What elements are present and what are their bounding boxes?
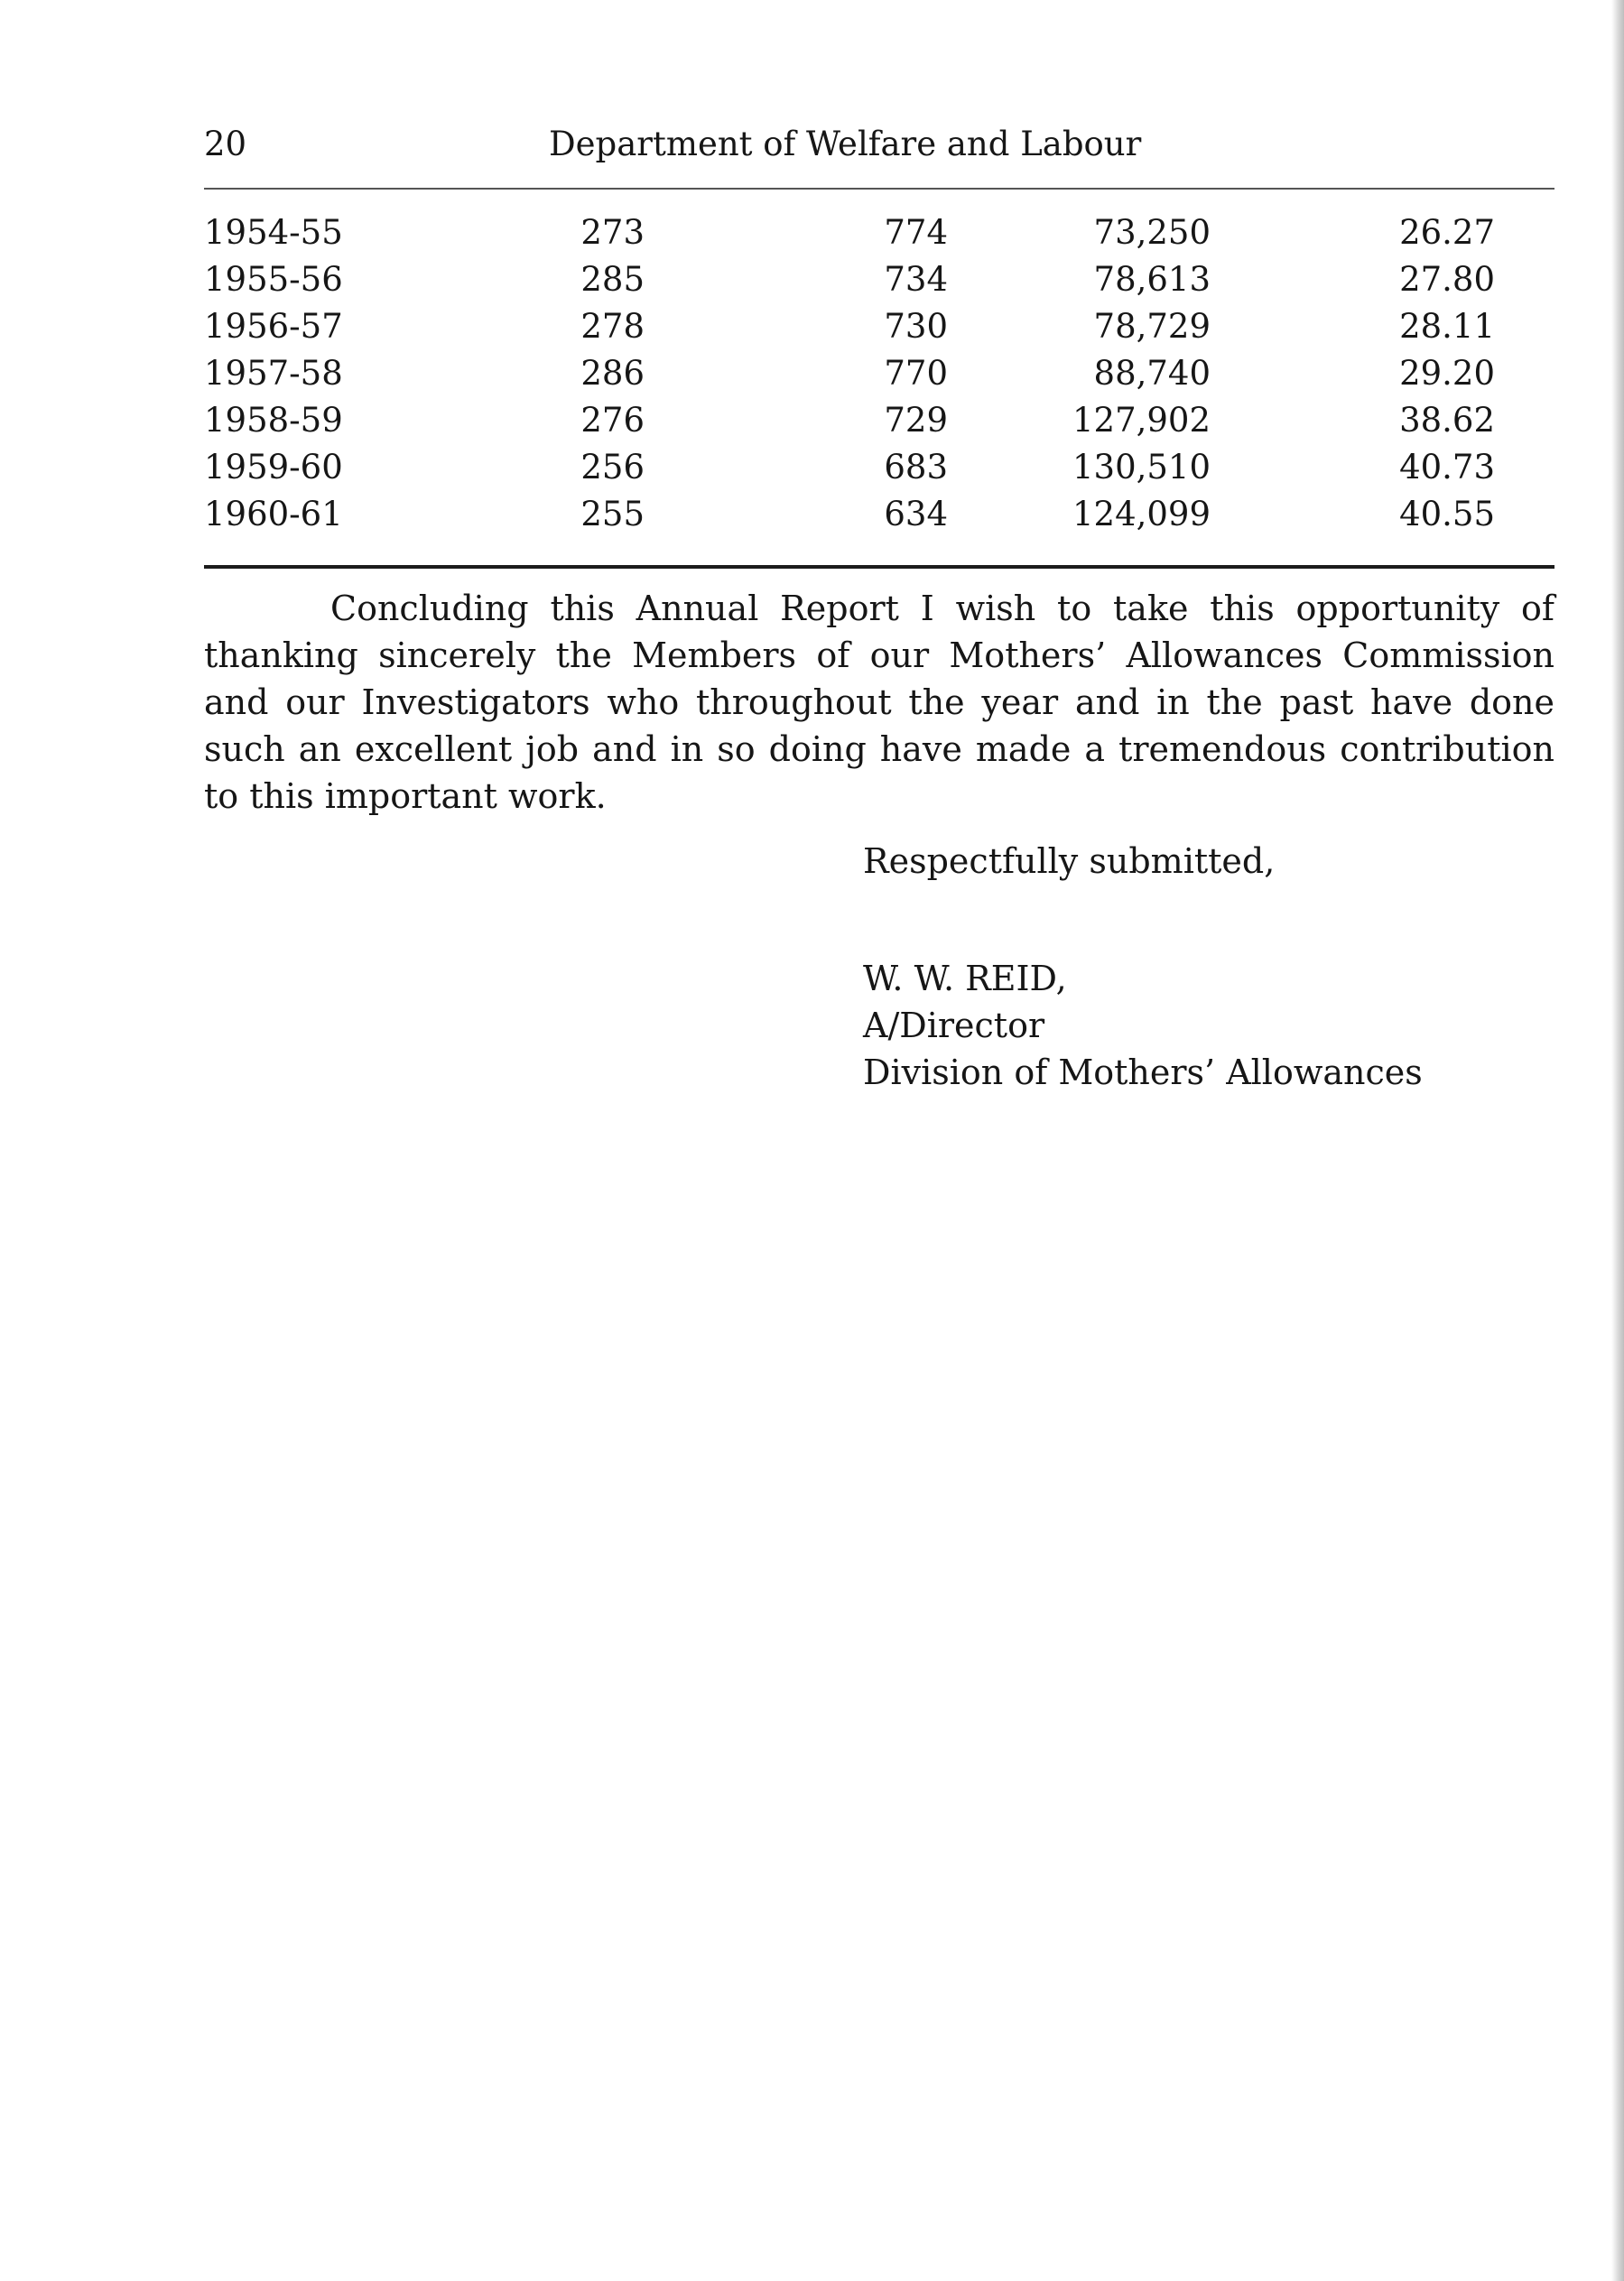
page-edge-shadow [1611,0,1624,2281]
table-cell: 40.73 [1399,448,1495,487]
year-cell: 1957-58 [204,354,343,393]
table-cell: 27.80 [1399,260,1495,299]
signatory-division: Division of Mothers’ Allowances [863,1052,1423,1092]
closing-salutation: Respectfully submitted, [863,841,1276,881]
table-cell: 285 [580,260,645,299]
table-row [204,354,1558,401]
table-cell: 38.62 [1399,401,1495,440]
table-cell: 28.11 [1399,307,1495,346]
table-cell: 276 [580,401,645,440]
table-cell: 88,740 [1093,354,1211,393]
table-cell: 26.27 [1399,213,1495,252]
table-cell: 40.55 [1399,495,1495,533]
table-cell: 73,250 [1093,213,1211,252]
year-cell: 1959-60 [204,448,343,487]
table-row [204,260,1558,307]
table-cell: 774 [884,213,948,252]
year-cell: 1954-55 [204,213,343,252]
table-cell: 273 [580,213,645,252]
signatory-role: A/Director [863,1006,1045,1045]
table-cell: 634 [884,495,948,533]
table-cell: 734 [884,260,948,299]
signatory-name: W. W. REID, [863,959,1067,998]
signature-block [863,955,1423,1096]
page-number: 20 [204,125,247,163]
table-cell: 286 [580,354,645,393]
table-cell: 729 [884,401,948,440]
statistics-table [204,213,1558,542]
table-cell: 130,510 [1072,448,1211,487]
table-cell: 255 [580,495,645,533]
table-cell: 730 [884,307,948,346]
table-cell: 770 [884,354,948,393]
table-bottom-rule [204,565,1554,569]
table-row [204,401,1558,448]
concluding-paragraph: Concluding this Annual Report I wish to take this opportunity of thanking sincerely the Members of our Mothers’ Allowances Commission and our Investigators who throughout the year and in the past have done such an excellent job and in so doing have made a tremendous contribution to this important work. [204,589,1554,816]
table-row [204,213,1558,260]
table-cell: 29.20 [1399,354,1495,393]
year-cell: 1958-59 [204,401,343,440]
running-header [204,125,1554,179]
year-cell: 1955-56 [204,260,343,299]
table-cell: 278 [580,307,645,346]
table-row [204,448,1558,495]
table-cell: 683 [884,448,948,487]
table-cell: 124,099 [1072,495,1211,533]
table-cell: 256 [580,448,645,487]
year-cell: 1960-61 [204,495,343,533]
header-rule [204,188,1554,190]
table-cell: 78,613 [1093,260,1211,299]
table-cell: 127,902 [1072,401,1211,440]
running-title: Department of Welfare and Labour [549,125,1142,163]
table-row [204,495,1558,542]
table-cell: 78,729 [1093,307,1211,346]
year-cell: 1956-57 [204,307,343,346]
table-row [204,307,1558,354]
